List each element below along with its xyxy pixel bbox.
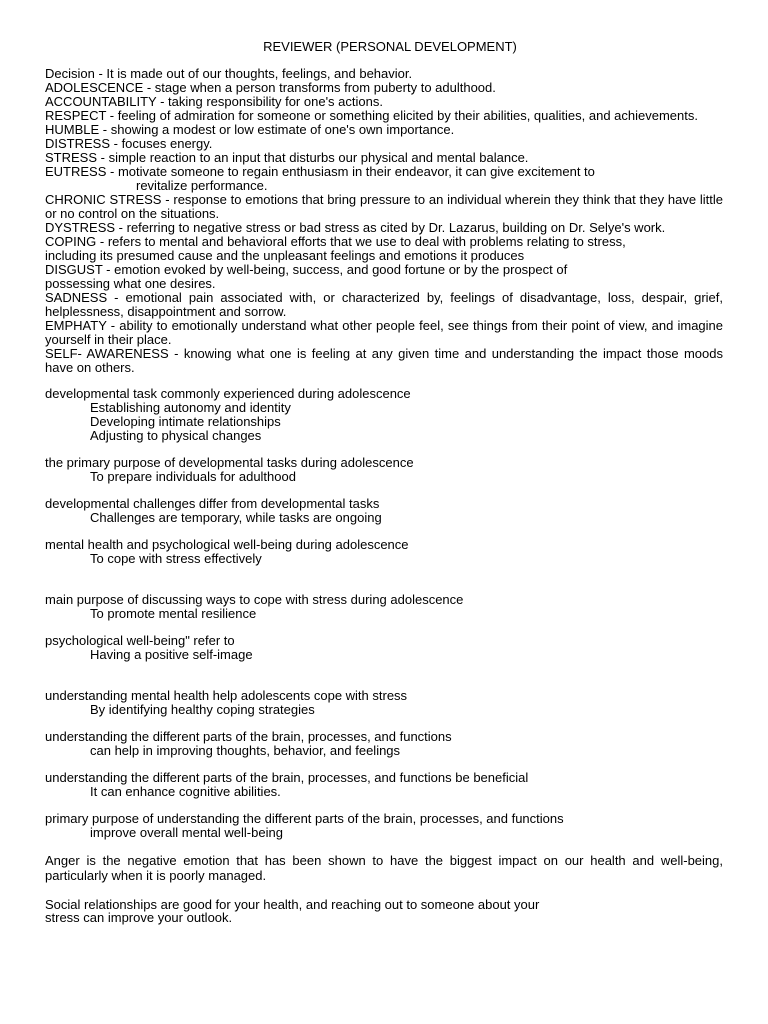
definition-entry xyxy=(45,235,723,263)
definition-text: SELF- AWARENESS - knowing what one is feeling at any given time and understanding the impact those moods have on others. xyxy=(45,346,723,375)
definition-entry xyxy=(45,291,723,319)
definition-text: RESPECT - feeling of admiration for someone or something elicited by their abilities, qualities, and achievements. xyxy=(45,108,698,123)
definition-continuation: revitalize performance. xyxy=(136,178,268,193)
qa-answer: Adjusting to physical changes xyxy=(90,428,262,443)
qa-item xyxy=(45,771,723,799)
qa-item xyxy=(45,593,723,621)
qa-item xyxy=(45,497,723,525)
qa-question: understanding the different parts of the brain, processes, and functions be beneficial xyxy=(45,770,529,785)
definition-text: STRESS - simple reaction to an input that disturbs our physical and mental balance. xyxy=(45,150,529,165)
qa-answer: To prepare individuals for adulthood xyxy=(90,469,296,484)
closing-paragraph: Social relationships are good for your health, and reaching out to someone about your xyxy=(45,897,540,912)
closing-paragraph: Anger is the negative emotion that has been shown to have the biggest impact on our health and well-being, particularly when it is poorly managed. xyxy=(45,853,723,883)
qa-answer: To promote mental resilience xyxy=(90,606,257,621)
qa-question: the primary purpose of developmental tasks during adolescence xyxy=(45,455,414,470)
qa-item xyxy=(45,812,723,840)
definition-entry xyxy=(45,81,723,95)
qa-question: understanding mental health help adolescents cope with stress xyxy=(45,688,408,703)
qa-question: main purpose of discussing ways to cope with stress during adolescence xyxy=(45,592,464,607)
definition-entry xyxy=(45,151,723,165)
qa-answer: To cope with stress effectively xyxy=(90,551,262,566)
qa-answer: Establishing autonomy and identity xyxy=(90,400,291,415)
definition-entry xyxy=(45,319,723,347)
definition-continuation: possessing what one desires. xyxy=(45,276,216,291)
qa-answer: Developing intimate relationships xyxy=(90,414,281,429)
definition-entry xyxy=(45,109,723,123)
definition-entry xyxy=(45,123,723,137)
definition-text: ACCOUNTABILITY - taking responsibility for one's actions. xyxy=(45,94,383,109)
qa-question: developmental challenges differ from developmental tasks xyxy=(45,496,380,511)
definition-text: DYSTRESS - referring to negative stress or bad stress as cited by Dr. Lazarus, building on Dr. Selye's work. xyxy=(45,220,666,235)
qa-item xyxy=(45,538,723,566)
qa-item xyxy=(45,456,723,484)
definitions-list xyxy=(45,67,723,375)
qa-answer: improve overall mental well-being xyxy=(90,825,283,840)
definition-text: Decision - It is made out of our thoughts, feelings, and behavior. xyxy=(45,66,413,81)
definition-text: CHRONIC STRESS - response to emotions that bring pressure to an individual wherein they think that they have little or no control on the situations. xyxy=(45,192,723,221)
definition-text: ADOLESCENCE - stage when a person transforms from puberty to adulthood. xyxy=(45,80,496,95)
definition-text: DISGUST - emotion evoked by well-being, success, and good fortune or by the prospect of xyxy=(45,262,568,277)
qa-item xyxy=(45,730,723,758)
qa-item xyxy=(45,387,723,443)
qa-answer: Challenges are temporary, while tasks are ongoing xyxy=(90,510,382,525)
document-title: REVIEWER (PERSONAL DEVELOPMENT) xyxy=(263,39,517,54)
closing-notes xyxy=(45,853,723,925)
definition-text: DISTRESS - focuses energy. xyxy=(45,136,213,151)
definition-text: EUTRESS - motivate someone to regain enthusiasm in their endeavor, it can give excitement to xyxy=(45,164,595,179)
definition-text: SADNESS - emotional pain associated with, or characterized by, feelings of disadvantage, loss, despair, grief, helplessness, disappointment and sorrow. xyxy=(45,290,723,319)
definition-entry xyxy=(45,193,723,221)
definition-entry xyxy=(45,221,723,235)
qa-answer: By identifying healthy coping strategies xyxy=(90,702,315,717)
qa-item xyxy=(45,634,723,662)
qa-answer: It can enhance cognitive abilities. xyxy=(90,784,281,799)
qa-question: developmental task commonly experienced during adolescence xyxy=(45,386,411,401)
closing-paragraph: stress can improve your outlook. xyxy=(45,910,233,925)
qa-question: understanding the different parts of the brain, processes, and functions xyxy=(45,729,452,744)
qa-answer: Having a positive self-image xyxy=(90,647,253,662)
qa-question: mental health and psychological well-being during adolescence xyxy=(45,537,409,552)
definition-entry xyxy=(45,165,723,193)
qa-list xyxy=(45,387,723,840)
definition-continuation: including its presumed cause and the unpleasant feelings and emotions it produces xyxy=(45,248,525,263)
definition-text: COPING - refers to mental and behavioral efforts that we use to deal with problems relating to stress, xyxy=(45,234,626,249)
definition-entry xyxy=(45,67,723,81)
document-page xyxy=(45,39,723,925)
qa-item xyxy=(45,689,723,717)
qa-question: primary purpose of understanding the different parts of the brain, processes, and functions xyxy=(45,811,564,826)
definition-entry xyxy=(45,347,723,375)
definition-text: HUMBLE - showing a modest or low estimate of one's own importance. xyxy=(45,122,455,137)
qa-question: psychological well-being" refer to xyxy=(45,633,235,648)
definition-entry xyxy=(45,263,723,291)
qa-answer: can help in improving thoughts, behavior, and feelings xyxy=(90,743,401,758)
definition-text: EMPHATY - ability to emotionally understand what other people feel, see things from their point of view, and imagine yourself in their place. xyxy=(45,318,723,347)
definition-entry xyxy=(45,95,723,109)
definition-entry xyxy=(45,137,723,151)
